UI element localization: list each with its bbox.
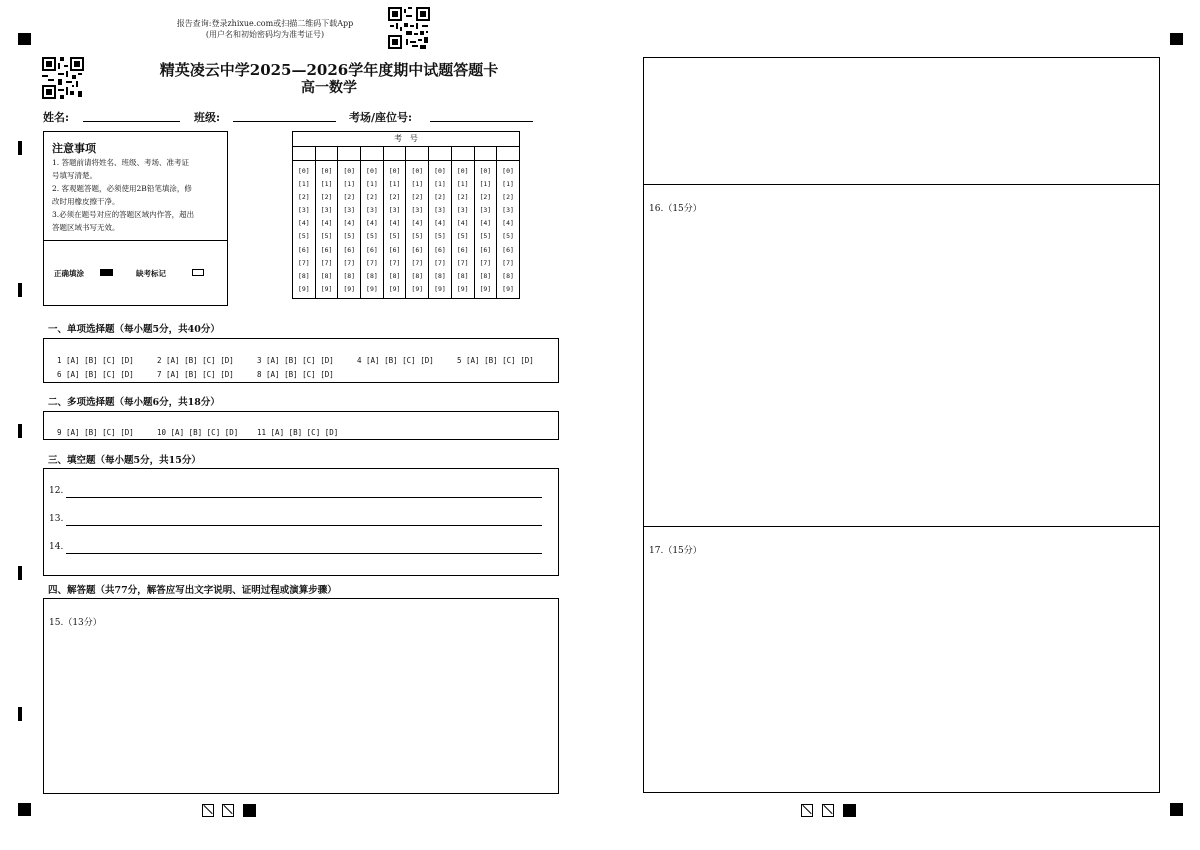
name-label: 姓名: xyxy=(43,111,70,124)
page-title: 精英凌云中学2025—2026学年度期中试题答题卡 xyxy=(159,61,499,79)
exam-digit-bubble[interactable]: [3] xyxy=(502,206,514,215)
exam-digit-bubble[interactable]: [3] xyxy=(479,206,492,215)
question-17-label: 17.（15分） xyxy=(649,546,702,556)
blank-14-label: 14. xyxy=(49,542,64,552)
choice-question[interactable]: 1 [A] [B] [C] [D] xyxy=(57,356,134,365)
exam-digit-bubble[interactable]: [5] xyxy=(479,232,492,241)
exam-digit-bubble[interactable]: [2] xyxy=(479,193,492,202)
choice-question[interactable]: 8 [A] [B] [C] [D] xyxy=(257,370,334,379)
exam-digit-bubble[interactable]: [7] xyxy=(411,258,424,267)
blank-13-label: 13. xyxy=(49,514,64,524)
absent-mark-box[interactable] xyxy=(192,269,204,276)
exam-digit-bubble[interactable]: [7] xyxy=(366,258,378,267)
exam-digit-bubble[interactable]: [3] xyxy=(366,206,378,215)
timing-mark xyxy=(18,283,22,297)
exam-digit-bubble[interactable]: [9] xyxy=(297,284,310,293)
section2-row1 xyxy=(57,420,357,439)
exam-number-write-cell[interactable] xyxy=(293,147,316,161)
notice-title: 注意事项 xyxy=(52,142,96,155)
exam-digit-bubble[interactable]: [9] xyxy=(456,284,469,293)
notice-item: 答题区域书写无效。 xyxy=(52,223,120,232)
answer-area-15[interactable] xyxy=(43,598,559,794)
section3-box xyxy=(43,468,559,576)
exam-number-write-cell[interactable] xyxy=(338,147,361,161)
section2-title: 二、多项选择题（每小题6分，共18分） xyxy=(48,397,220,408)
exam-digit-bubble[interactable]: [6] xyxy=(502,245,514,254)
exam-digit-bubble[interactable]: [4] xyxy=(343,219,356,228)
exam-digit-bubble[interactable]: [1] xyxy=(434,180,446,189)
timing-mark xyxy=(18,707,22,721)
exam-digit-bubble[interactable]: [1] xyxy=(320,180,333,189)
exam-digit-bubble[interactable]: [8] xyxy=(479,271,492,280)
section4-title: 四、解答题（共77分，解答应写出文字说明、证明过程或演算步骤） xyxy=(48,585,337,596)
class-label: 班级: xyxy=(194,111,221,124)
exam-digit-bubble[interactable]: [4] xyxy=(320,219,333,228)
exam-digit-bubble[interactable]: [7] xyxy=(343,258,356,267)
exam-digit-bubble[interactable]: [1] xyxy=(456,180,469,189)
absent-mark-label: 缺考标记 xyxy=(136,269,166,278)
exam-digit-bubble[interactable]: [7] xyxy=(434,258,446,267)
page-check-mark xyxy=(202,804,214,817)
exam-digit-bubble[interactable]: [8] xyxy=(343,271,356,280)
page-subtitle: 高一数学 xyxy=(301,80,357,96)
exam-digit-bubble[interactable]: [0] xyxy=(502,167,514,175)
exam-digit-bubble[interactable]: [2] xyxy=(366,193,378,202)
report-query-note xyxy=(160,18,370,40)
exam-digit-bubble[interactable]: [6] xyxy=(456,245,469,254)
exam-digit-bubble[interactable]: [2] xyxy=(456,193,469,202)
exam-digit-bubble[interactable]: [0] xyxy=(434,167,446,175)
blank-12-field[interactable] xyxy=(66,497,542,498)
exam-digit-bubble[interactable]: [0] xyxy=(456,167,469,175)
corner-mark-top-right xyxy=(1170,33,1183,45)
seat-field[interactable] xyxy=(430,121,533,122)
exam-digit-bubble[interactable]: [9] xyxy=(320,284,333,293)
notice-item: 改时用橡皮擦干净。 xyxy=(52,197,120,206)
exam-number-column xyxy=(361,161,384,299)
exam-digit-bubble[interactable]: [2] xyxy=(320,193,333,202)
exam-digit-bubble[interactable]: [4] xyxy=(502,219,514,228)
exam-digit-bubble[interactable]: [3] xyxy=(434,206,446,215)
blank-12-label: 12. xyxy=(49,486,64,496)
exam-digit-bubble[interactable]: [4] xyxy=(366,219,378,228)
exam-number-header: 考 号 xyxy=(293,132,520,147)
exam-digit-bubble[interactable]: [4] xyxy=(434,219,446,228)
exam-digit-bubble[interactable]: [4] xyxy=(388,219,401,228)
exam-digit-bubble[interactable]: [8] xyxy=(411,271,424,280)
answer-area-16[interactable] xyxy=(644,185,1159,527)
choice-question[interactable]: 2 [A] [B] [C] [D] xyxy=(157,356,234,365)
timing-mark xyxy=(18,424,22,438)
exam-digit-bubble[interactable]: [2] xyxy=(502,193,514,202)
notice-item: 1. 答题前请将姓名、班级、考场、准考证 xyxy=(52,158,190,167)
qr-code-left xyxy=(42,57,84,99)
exam-number-write-cell[interactable] xyxy=(474,147,497,161)
exam-digit-bubble[interactable]: [3] xyxy=(320,206,333,215)
choice-question[interactable]: 10 [A] [B] [C] [D] xyxy=(157,428,239,437)
exam-number-write-cell[interactable] xyxy=(383,147,406,161)
exam-digit-bubble[interactable]: [7] xyxy=(297,258,310,267)
exam-number-column xyxy=(383,161,406,299)
notice-items xyxy=(52,156,224,234)
report-line-2: (用户名和初始密码均为准考证号) xyxy=(205,30,325,39)
timing-mark xyxy=(18,141,22,155)
exam-digit-bubble[interactable]: [0] xyxy=(320,167,333,175)
continuation-area-15[interactable] xyxy=(644,58,1159,185)
notice-item: 2. 客观题答题，必须使用2B铅笔填涂，修 xyxy=(52,184,192,193)
exam-digit-bubble[interactable]: [8] xyxy=(366,271,378,280)
exam-digit-bubble[interactable]: [5] xyxy=(343,232,356,241)
exam-digit-bubble[interactable]: [2] xyxy=(434,193,446,202)
exam-digit-bubble[interactable]: [9] xyxy=(343,284,356,293)
exam-digit-bubble[interactable]: [1] xyxy=(388,180,401,189)
answer-area-17[interactable] xyxy=(644,527,1159,792)
exam-digit-bubble[interactable]: [8] xyxy=(456,271,469,280)
choice-question[interactable]: 3 [A] [B] [C] [D] xyxy=(257,356,334,365)
exam-digit-bubble[interactable]: [7] xyxy=(320,258,333,267)
exam-digit-bubble[interactable]: [1] xyxy=(479,180,492,189)
exam-digit-bubble[interactable]: [5] xyxy=(411,232,424,241)
exam-digit-bubble[interactable]: [5] xyxy=(456,232,469,241)
exam-digit-bubble[interactable]: [0] xyxy=(366,167,378,175)
notice-item: 号填写清楚。 xyxy=(52,171,97,180)
exam-digit-bubble[interactable]: [9] xyxy=(479,284,492,293)
section1-box xyxy=(43,338,559,383)
exam-digit-bubble[interactable]: [2] xyxy=(297,193,310,202)
exam-digit-bubble[interactable]: [6] xyxy=(434,245,446,254)
exam-digit-bubble[interactable]: [6] xyxy=(388,245,401,254)
page-solid-mark xyxy=(243,804,256,817)
exam-digit-bubble[interactable]: [3] xyxy=(411,206,424,215)
exam-number-write-cell[interactable] xyxy=(451,147,474,161)
exam-digit-bubble[interactable]: [0] xyxy=(479,167,492,175)
section1-title: 一、单项选择题（每小题5分，共40分） xyxy=(48,324,220,335)
exam-digit-bubble[interactable]: [1] xyxy=(366,180,378,189)
section2-box xyxy=(43,411,559,440)
exam-number-column xyxy=(474,161,497,299)
exam-digit-bubble[interactable]: [6] xyxy=(366,245,378,254)
notice-divider xyxy=(44,240,227,241)
correct-fill-sample xyxy=(100,269,113,276)
exam-digit-bubble[interactable]: [7] xyxy=(388,258,401,267)
class-field[interactable] xyxy=(233,121,336,122)
exam-digit-bubble[interactable]: [2] xyxy=(411,193,424,202)
exam-digit-bubble[interactable]: [4] xyxy=(456,219,469,228)
exam-digit-bubble[interactable]: [0] xyxy=(343,167,356,175)
exam-digit-bubble[interactable]: [9] xyxy=(388,284,401,293)
exam-digit-bubble[interactable]: [3] xyxy=(343,206,356,215)
corner-mark-bottom-left xyxy=(18,803,31,816)
question-15-label: 15.（13分） xyxy=(49,618,102,628)
question-16-label: 16.（15分） xyxy=(649,204,702,214)
blank-14-field[interactable] xyxy=(66,553,542,554)
exam-digit-bubble[interactable]: [9] xyxy=(366,284,378,293)
exam-digit-bubble[interactable]: [5] xyxy=(320,232,333,241)
exam-digit-bubble[interactable]: [6] xyxy=(479,245,492,254)
exam-digit-bubble[interactable]: [5] xyxy=(434,232,446,241)
name-field[interactable] xyxy=(83,121,180,122)
exam-number-column xyxy=(315,161,338,299)
section3-title: 三、填空题（每小题5分，共15分） xyxy=(48,455,201,466)
notice-box xyxy=(43,131,228,306)
answer-area-right xyxy=(643,57,1160,793)
choice-question[interactable]: 5 [A] [B] [C] [D] xyxy=(457,356,534,365)
choice-question[interactable]: 9 [A] [B] [C] [D] xyxy=(57,428,134,437)
section1-row2 xyxy=(57,362,357,381)
exam-number-write-cell[interactable] xyxy=(429,147,452,161)
exam-digit-bubble[interactable]: [4] xyxy=(297,219,310,228)
corner-mark-top-left xyxy=(18,33,31,45)
exam-digit-bubble[interactable]: [1] xyxy=(297,180,310,189)
seat-label: 考场/座位号: xyxy=(349,111,413,124)
exam-digit-bubble[interactable]: [5] xyxy=(388,232,401,241)
exam-digit-bubble[interactable]: [6] xyxy=(320,245,333,254)
exam-digit-bubble[interactable]: [6] xyxy=(411,245,424,254)
exam-digit-bubble[interactable]: [9] xyxy=(502,284,514,293)
exam-digit-bubble[interactable]: [5] xyxy=(297,232,310,241)
exam-digit-bubble[interactable]: [8] xyxy=(388,271,401,280)
page-check-mark xyxy=(801,804,813,817)
exam-digit-bubble[interactable]: [1] xyxy=(502,180,514,189)
blank-13-field[interactable] xyxy=(66,525,542,526)
choice-question[interactable]: 4 [A] [B] [C] [D] xyxy=(357,356,434,365)
exam-digit-bubble[interactable]: [3] xyxy=(388,206,401,215)
exam-digit-bubble[interactable]: [0] xyxy=(411,167,424,175)
exam-digit-bubble[interactable]: [5] xyxy=(366,232,378,241)
choice-question[interactable]: 7 [A] [B] [C] [D] xyxy=(157,370,234,379)
corner-mark-bottom-right xyxy=(1170,803,1183,816)
exam-digit-bubble[interactable]: [1] xyxy=(411,180,424,189)
exam-digit-bubble[interactable]: [7] xyxy=(479,258,492,267)
exam-digit-bubble[interactable]: [8] xyxy=(502,271,514,280)
page-check-mark xyxy=(822,804,834,817)
exam-digit-bubble[interactable]: [3] xyxy=(456,206,469,215)
page-check-mark xyxy=(222,804,234,817)
page-solid-mark xyxy=(843,804,856,817)
exam-digit-bubble[interactable]: [2] xyxy=(388,193,401,202)
exam-number-write-cell[interactable] xyxy=(361,147,384,161)
exam-digit-bubble[interactable]: [9] xyxy=(411,284,424,293)
correct-fill-label: 正确填涂 xyxy=(54,269,84,278)
timing-mark xyxy=(18,566,22,580)
exam-digit-bubble[interactable]: [4] xyxy=(411,219,424,228)
choice-question[interactable]: 11 [A] [B] [C] [D] xyxy=(257,428,339,437)
choice-question[interactable]: 6 [A] [B] [C] [D] xyxy=(57,370,134,379)
exam-number-column xyxy=(429,161,452,299)
exam-number-write-cell[interactable] xyxy=(497,147,520,161)
notice-item: 3.必须在题号对应的答题区域内作答，超出 xyxy=(52,210,195,219)
exam-digit-bubble[interactable]: [9] xyxy=(434,284,446,293)
exam-digit-bubble[interactable]: [2] xyxy=(343,193,356,202)
exam-digit-bubble[interactable]: [7] xyxy=(502,258,514,267)
exam-number-write-cell[interactable] xyxy=(406,147,429,161)
exam-digit-bubble[interactable]: [4] xyxy=(479,219,492,228)
exam-number-grid xyxy=(292,131,520,299)
exam-digit-bubble[interactable]: [6] xyxy=(343,245,356,254)
exam-number-column xyxy=(338,161,361,299)
exam-number-column xyxy=(451,161,474,299)
exam-digit-bubble[interactable]: [8] xyxy=(297,271,310,280)
exam-digit-bubble[interactable]: [6] xyxy=(297,245,310,254)
exam-digit-bubble[interactable]: [3] xyxy=(297,206,310,215)
exam-number-column xyxy=(497,161,520,299)
exam-number-column xyxy=(406,161,429,299)
exam-digit-bubble[interactable]: [5] xyxy=(502,232,514,241)
report-line-1: 报告查询:登录zhixue.com或扫描二维码下载App xyxy=(176,19,354,28)
exam-digit-bubble[interactable]: [0] xyxy=(388,167,401,175)
exam-digit-bubble[interactable]: [8] xyxy=(320,271,333,280)
exam-number-write-cell[interactable] xyxy=(315,147,338,161)
exam-digit-bubble[interactable]: [0] xyxy=(297,167,310,175)
exam-digit-bubble[interactable]: [7] xyxy=(456,258,469,267)
exam-number-column xyxy=(293,161,316,299)
qr-code-top xyxy=(388,7,430,49)
exam-digit-bubble[interactable]: [8] xyxy=(434,271,446,280)
exam-digit-bubble[interactable]: [1] xyxy=(343,180,356,189)
